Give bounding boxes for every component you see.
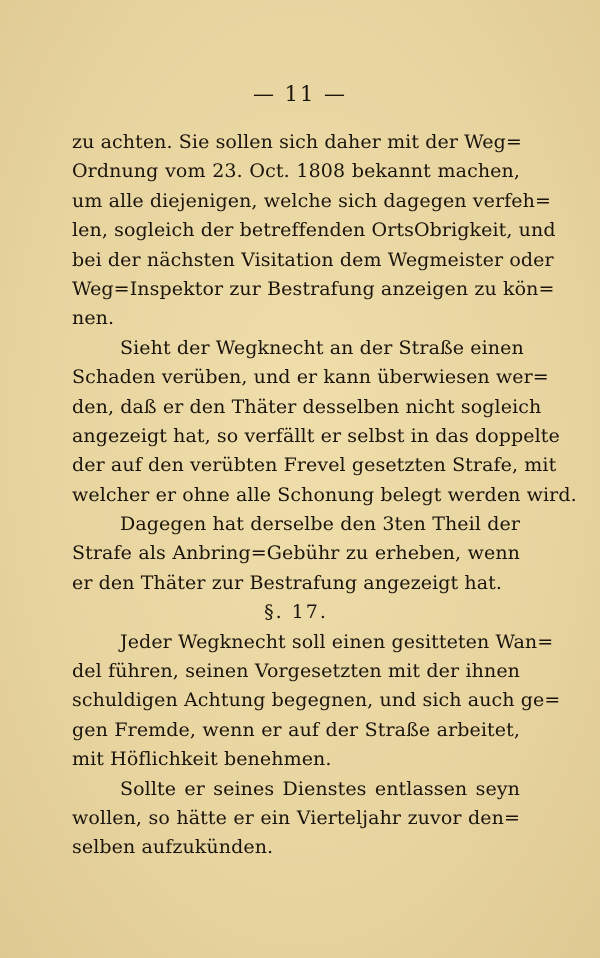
text-line: zu achten. Sie sollen sich daher mit der Weg= xyxy=(72,131,522,153)
text-line: Schaden verüben, und er kann überwiesen wer= xyxy=(72,366,549,389)
text-line: bei der nächsten Visitation dem Wegmeister oder xyxy=(72,248,554,271)
text-line: Dagegen hat derselbe den 3ten Theil der xyxy=(120,513,520,536)
text-line: wollen, so hätte er ein Vierteljahr zuvor den= xyxy=(72,806,520,829)
text-line: nen. xyxy=(72,307,115,330)
text-line: selben aufzukünden. xyxy=(72,836,274,859)
text-line: er den Thäter zur Bestrafung angezeigt hat. xyxy=(72,571,503,594)
text-line: Sollte er seines Dienstes entlassen seyn xyxy=(120,777,520,800)
text-line: len, sogleich der betreffenden OrtsObrigkeit, und xyxy=(72,219,556,242)
text-line: Sieht der Wegknecht an der Straße einen xyxy=(120,336,524,359)
text-line: Weg=Inspektor zur Bestrafung anzeigen zu kön= xyxy=(72,277,555,300)
text-line: Jeder Wegknecht soll einen gesitteten Wan= xyxy=(120,630,554,653)
text-line: Strafe als Anbring=Gebühr zu erheben, wenn xyxy=(72,542,520,565)
body-text xyxy=(72,128,577,863)
section-heading: §. 17. xyxy=(264,601,328,624)
text-line: Ordnung vom 23. Oct. 1808 bekannt machen, xyxy=(72,160,520,183)
text-line: der auf den verübten Frevel gesetzten Strafe, mit xyxy=(72,454,557,477)
text-line: schuldigen Achtung begegnen, und sich auch ge= xyxy=(72,689,561,712)
text-line: gen Fremde, wenn er auf der Straße arbeitet, xyxy=(72,718,520,741)
text-line: mit Höflichkeit benehmen. xyxy=(72,748,332,771)
page-number: — 11 — xyxy=(252,82,348,106)
text-line: den, daß er den Thäter desselben nicht sogleich xyxy=(72,395,542,418)
text-line: angezeigt hat, so verfällt er selbst in das doppelte xyxy=(72,424,560,447)
text-line: welcher er ohne alle Schonung belegt werden wird. xyxy=(72,483,577,506)
text-line: um alle diejenigen, welche sich dagegen verfeh= xyxy=(72,189,551,212)
text-line: del führen, seinen Vorgesetzten mit der ihnen xyxy=(72,660,520,683)
